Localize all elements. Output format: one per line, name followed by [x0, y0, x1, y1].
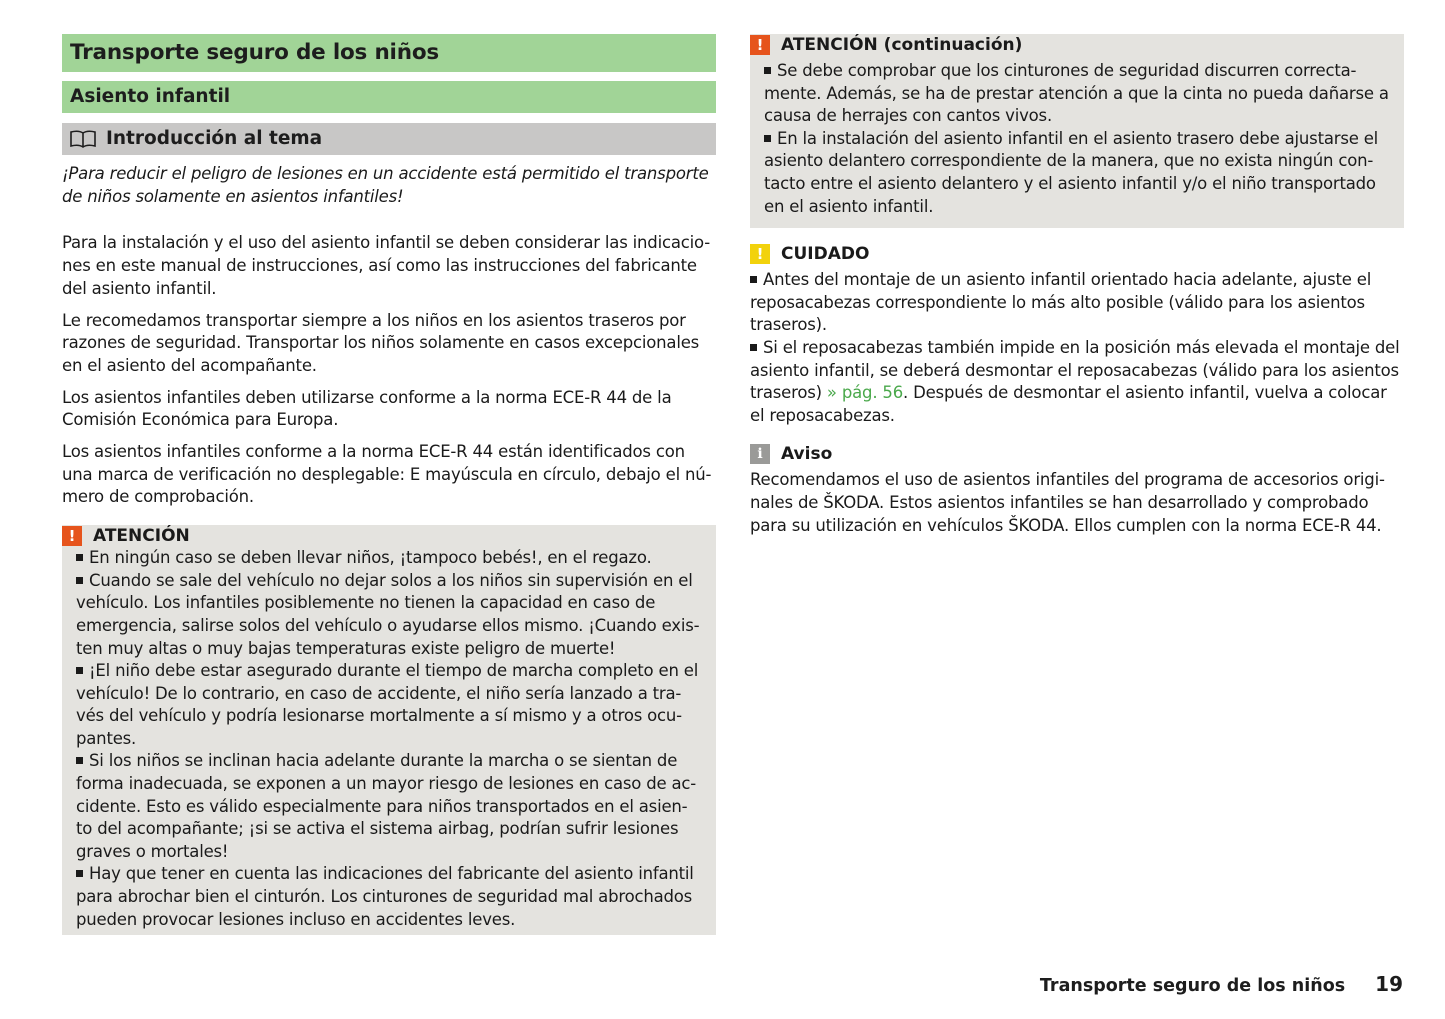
- warning-item: Cuando se sale del vehículo no dejar solos a los niños sin supervisión en el vehículo. Los infantiles posiblemente no tienen la capacidad en caso de emergencia, salirse solos del vehículo o ayudarse ellos mismo. ¡Cuando exis- ten muy altas o muy bajas temperaturas existe peligro de muerte!: [76, 570, 700, 658]
- warning-box: [62, 525, 716, 935]
- warning-item: En ningún caso se deben llevar niños, ¡tampoco bebés!, en el regazo.: [76, 547, 702, 570]
- paragraph: Los asientos infantiles deben utilizarse conforme a la norma ECE-R 44 de la Comisión Económica para Europa.: [62, 387, 672, 430]
- warning-continued-box: [750, 34, 1404, 228]
- warning-item: Si los niños se inclinan hacia adelante durante la marcha o se sientan de forma inadecuada, se exponen a un mayor riesgo de lesiones en caso de ac- cidente. Esto es válido especialmente para niños transportados en el asien- to del acompañante; ¡si se activa el sistema airbag, podrían sufrir lesiones graves o mortales!: [76, 751, 697, 861]
- intro-heading-label: Introducción al tema: [106, 128, 323, 149]
- paragraph: Para la instalación y el uso del asiento infantil se deben considerar las indicacio- nes en este manual de instrucciones, así como las instrucciones del fabricante del asiento infantil.: [62, 233, 710, 298]
- notice-text: Recomendamos el uso de asientos infantiles del programa de accesorios origi- nales de ŠKODA. Estos asientos infantiles se han desarrollado y comprobado para su utilización en vehículos ŠKODA. Ellos cumplen con la norma ECE-R 44.: [750, 470, 1385, 535]
- lead-text: ¡Para reducir el peligro de lesiones en un accidente está permitido el transporte de niños solamente en asientos infantiles!: [62, 164, 709, 206]
- bullet-icon: [76, 757, 83, 764]
- warning-title-label: ATENCIÓN: [93, 526, 190, 547]
- warning-item: Hay que tener en cuenta las indicaciones del fabricante del asiento infantil para abrochar bien el cinturón. Los cinturones de seguridad mal abrochados pueden provocar lesiones incluso en accidentes leves.: [76, 864, 694, 929]
- caution-icon: !: [750, 244, 770, 264]
- bullet-icon: [764, 135, 771, 142]
- warning-item: Se debe comprobar que los cinturones de seguridad discurren correcta- mente. Además, se ha de prestar atención a que la cinta no pueda dañarse a causa de herrajes con cantos vivos.: [764, 61, 1389, 126]
- warning-icon: !: [750, 35, 770, 55]
- paragraph: Le recomedamos transportar siempre a los niños en los asientos traseros por razones de seguridad. Transportar los niños solamente en casos excepcionales en el asiento del acompañante.: [62, 310, 700, 375]
- warning-item: En la instalación del asiento infantil en el asiento trasero debe ajustarse el asiento delantero correspondiente de la manera, que no exista ningún con- tacto entre el asiento delantero y el asiento infantil y/o el niño transportado en el asiento infantil.: [764, 128, 1379, 216]
- footer-title: Transporte seguro de los niños: [1039, 976, 1346, 996]
- open-book-icon: [70, 130, 96, 148]
- paragraph: Los asientos infantiles conforme a la norma ECE-R 44 están identificados con una marca de verificación no desplegable: E mayúscula en círculo, debajo el nú- mero de comprobación.: [62, 442, 712, 507]
- warning-continued-title-label: ATENCIÓN (continuación): [781, 35, 1023, 55]
- caution-item: Antes del montaje de un asiento infantil orientado hacia adelante, ajuste el reposacabezas correspondiente lo más alto posible (válido para los asientos traseros).: [750, 270, 1372, 335]
- bullet-icon: [750, 344, 757, 351]
- bullet-icon: [76, 577, 83, 584]
- page-reference-link[interactable]: » pág. 56: [826, 383, 904, 403]
- intro-heading: [62, 123, 716, 155]
- warning-title: [62, 525, 702, 547]
- notice-title-label: Aviso: [781, 444, 833, 465]
- caution-title: [750, 243, 1404, 265]
- caution-item: Si el reposacabezas también impide en la posición más elevada el montaje del asiento infantil, se deberá desmontar el reposacabezas (válido para los asientos traseros) » pág. 56. Después de desmontar el asiento infantil, vuelva a colocar el reposacabezas.: [750, 337, 1400, 425]
- warning-continued-title: [750, 34, 1390, 56]
- bullet-icon: [750, 276, 757, 283]
- right-column: [750, 34, 1404, 537]
- caution-title-label: CUIDADO: [781, 244, 870, 265]
- bullet-icon: [76, 870, 83, 877]
- bullet-icon: [76, 667, 83, 674]
- info-icon: i: [750, 444, 770, 464]
- left-column: [62, 34, 716, 935]
- warning-item: ¡El niño debe estar asegurado durante el tiempo de marcha completo en el vehículo! De lo contrario, en caso de accidente, el niño sería lanzado a tra- vés del vehículo y podría lesionarse mortalmente a sí mismo y a otros ocu- pantes.: [76, 661, 699, 748]
- bullet-icon: [764, 67, 771, 74]
- notice-title: [750, 443, 1404, 465]
- caution-box: [750, 243, 1404, 427]
- warning-icon: !: [62, 526, 82, 546]
- page-footer: [1040, 972, 1403, 996]
- page-number: 19: [1375, 972, 1403, 996]
- subsection-title: Asiento infantil: [62, 81, 716, 113]
- section-title: Transporte seguro de los niños: [62, 34, 716, 72]
- bullet-icon: [76, 554, 83, 561]
- notice-box: [750, 443, 1404, 537]
